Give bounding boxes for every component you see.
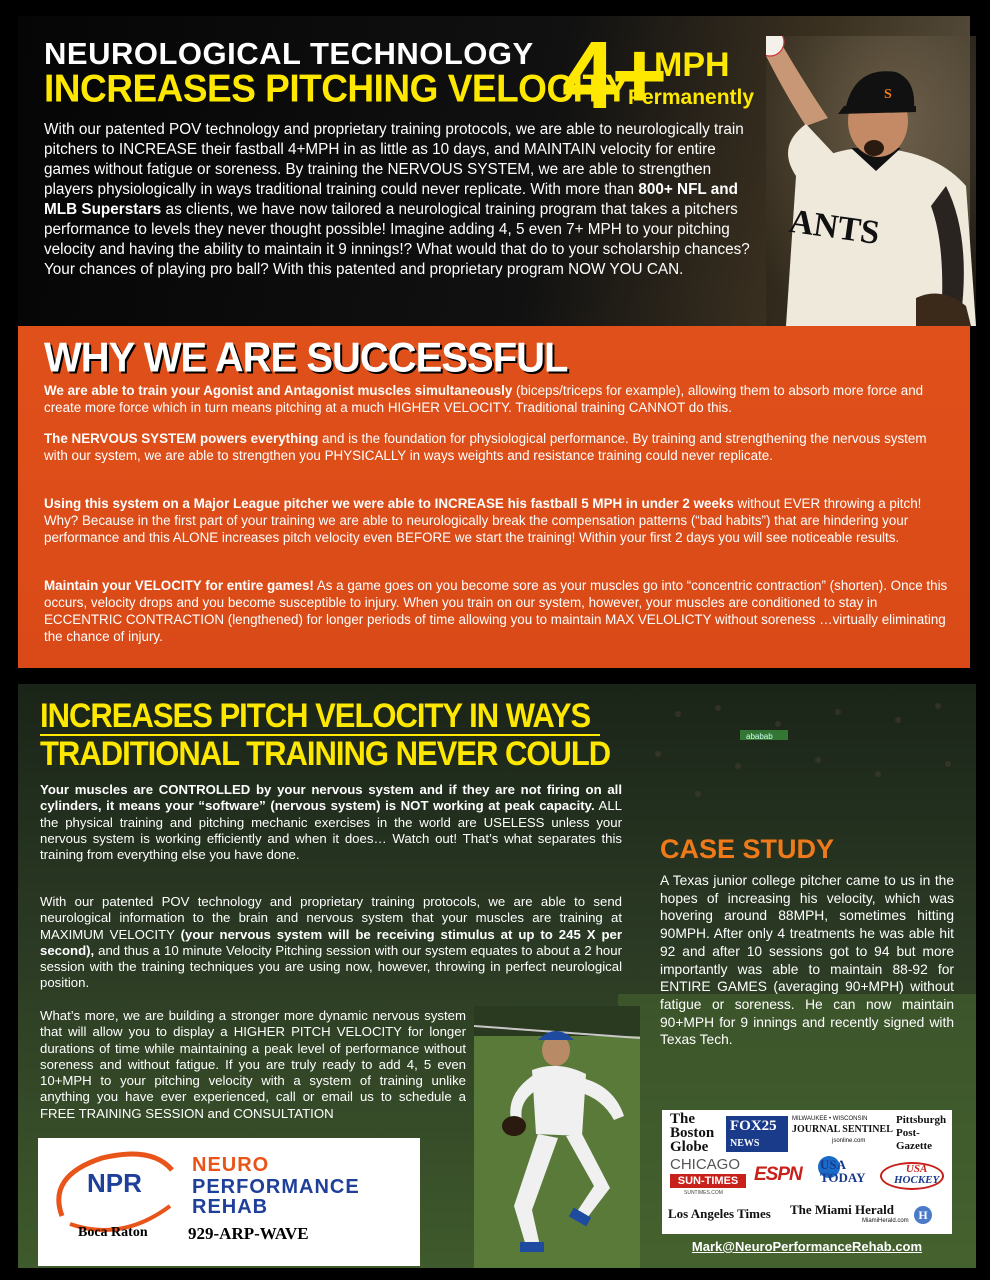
intro-section [18,16,970,326]
journal-sentinel-url: jsonline.com [832,1138,866,1144]
pittsburgh-post-gazette-logo [896,1114,952,1153]
mph-unit: MPH [654,46,730,84]
usa-hockey-line2: HOCKEY [894,1174,940,1186]
chicago-label: CHICAGO [670,1156,741,1173]
boston-globe-logo [670,1112,714,1154]
boston-globe-line3: Globe [670,1139,709,1155]
velocity-control-text: ALL the physical training and pitching mechanic exercises in the world are USELESS unless your nervous system is working efficiently and when it does… Watch out! That’s what separates this training from everything else you have done. [40,798,622,863]
intro-title-line2: INCREASES PITCHING VELOCITY [44,66,629,110]
velocity-paragraph-pov [40,894,622,992]
fox25-logo [726,1116,788,1152]
usa-hockey-logo [894,1164,939,1186]
velocity-paragraph-stronger: What’s more, we are building a stronger more dynamic nervous system that will allow you to display a HIGHER PITCH VELOCITY for longer durations of time while maintaining a peak level of performance without soreness and without fatigue. If you are truly ready to add 4, 5 even 10+MPH to your pitching velocity with a system of training unlike anything you have ever experienced, call or email us to schedule a FREE TRAINING SESSION and CONSULTATION [40,1008,466,1121]
usa-today-logo [820,1158,866,1184]
logo-line-rehab: REHAB [192,1196,269,1218]
reason-nervous-bold: The NERVOUS SYSTEM powers everything [44,431,319,446]
velocity-paragraph-control [40,782,622,863]
pittsburgh-line1: Pittsburgh [896,1114,947,1126]
intro-body-part2: as clients, we have now tailored a neurological training program that takes a pitchers performance to levels they never thought possible! Imagine adding 4, 5 even 7+ MPH to your pitching velocity and having the ability to maintain it 9 innings!? What would that do to your scholarship chances? Your chances of playing pro ball? With this patented and proprietary program NOW YOU CAN. [44,201,750,278]
usa-today-line1: USA [820,1157,847,1172]
velocity-control-bold: Your muscles are CONTROLLED by your nervous system and if they are not firing on all cylinders, it means your “software” (nervous system) is NOT working at peak capacity. [40,782,622,814]
intro-title-line1: NEUROLOGICAL TECHNOLOGY [44,36,534,71]
why-successful-section [18,326,970,668]
miami-herald-logo: The Miami Herald [790,1202,894,1217]
la-times-logo: Los Angeles Times [668,1206,771,1221]
sun-times-logo: SUN-TIMES [670,1174,746,1188]
sun-times-url: SUNTIMES.COM [684,1190,723,1196]
logo-city: Boca Raton [78,1225,148,1240]
reason-maintain-text: As a game goes on you become sore as your muscles go into “concentric contraction” (shorten). Once this occurs, velocity drops and you become susceptible to injury. When you train on our system, however, your muscles are conditioned to stay in ECCENTRIC CONTRACTION (lengthened) for longer periods of time allowing you to maintain MAX VELOLICTY without soreness …virtually eliminating the chance of injury. [44,578,948,644]
fox25-fox: FOX [730,1118,762,1134]
reason-mlb-bold: Using this system on a Major League pitcher we were able to INCREASE his fastball 5 MPH in under 2 weeks [44,496,734,511]
intro-body-bold: 800+ NFL and MLB Superstars [44,181,738,218]
reason-paragraph-agonist [44,382,948,416]
reason-agonist-text: (biceps/triceps for example), allowing them to absorb more force and create more force which in turn means pitching at a much HIGHER VELOCITY. Traditional training CANNOT do this. [44,383,924,415]
pitcher-photo-giants [766,36,976,326]
reason-mlb-text: without EVER throwing a pitch! Why? Because in the first part of your training we are able to neurologically break the compensation patterns (“bad habits”) that are hindering your performance and this ALONE increases pitch velocity even BEFORE we start the training! Within your first 2 days you will see noticeable results. [44,496,922,545]
intro-body-part1: With our patented POV technology and proprietary training protocols, we are able to neurologically train pitchers to INCREASE their fastball 4+MPH in as little as 10 days, and MAINTAIN velocity for entire games without fatigue or soreness. By training the NERVOUS SYSTEM, we are able to strengthen players physiologically in ways traditional training could never replicate. With more than [44,121,744,198]
boston-globe-line1: The [670,1111,696,1127]
velocity-pov-text-a: With our patented POV technology and proprietary training protocols, we are able to send neurological information to the brain and nervous system that your muscles are training at MAXIMUM VELOCITY [40,894,622,942]
boston-globe-line2: Boston [670,1125,715,1141]
velocity-title-line1: INCREASES PITCH VELOCITY IN WAYS [40,696,591,735]
why-successful-title: WHY WE ARE SUCCESSFUL [44,334,568,382]
espn-logo: ESPN [754,1164,802,1185]
media-logos-panel [662,1110,952,1234]
fox25-news: NEWS [730,1138,760,1149]
usa-today-line2: TODAY [820,1170,866,1185]
logo-line-performance: PERFORMANCE [192,1176,360,1198]
contact-email-link[interactable]: Mark@NeuroPerformanceRehab.com [691,1239,923,1254]
usa-hockey-line1: USA [905,1163,928,1175]
npr-mark: NPR [87,1168,142,1198]
mph-permanently: Permanently [628,86,755,109]
case-study-body: A Texas junior college pitcher came to us in the hopes of increasing his velocity, which was hovering around 88MPH, sometimes hitting 90MPH. After only 4 treatments he was able hit 92 and after 10 sessions got to 94 but more importantly was able to maintain 88-92 for ENTIRE GAMES (averaging 90+MPH) without fatigue or soreness. He can now maintain 90+MPH for 9 innings and recently signed with Texas Tech. [660,873,954,1048]
miami-herald-icon: H [914,1206,932,1224]
reason-paragraph-mlb [44,495,948,546]
reason-nervous-text: and is the foundation for physiological performance. By training and strengthening the nervous system with our system, we are able to strengthen you PHYSICALLY in ways weights and resistance training could never replicate. [44,431,927,463]
reason-agonist-bold: We are able to train your Agonist and Antagonist muscles simultaneously [44,383,513,398]
jersey-lettering: ANTS [786,202,882,253]
reason-maintain-bold: Maintain your VELOCITY for entire games! [44,578,314,593]
journal-sentinel-logo: JOURNAL SENTINEL [792,1124,893,1135]
velocity-pov-text-b: and thus a 10 minute Velocity Pitching session with our system equates to about a 2 hour session with the training techniques you are using now, however, throwing in perfect neurological position. [40,942,622,991]
logo-phone[interactable]: 929-ARP-WAVE [188,1224,309,1243]
velocity-title-line2: TRADITIONAL TRAINING NEVER COULD [40,734,611,773]
pittsburgh-line2: Post-Gazette [896,1127,933,1152]
pitcher-photo-windup [474,1006,640,1268]
reason-paragraph-nervous [44,430,948,464]
intro-body [44,120,756,280]
svg-text:S: S [884,87,892,102]
npr-logo-box [38,1138,420,1266]
miami-herald-url: MiamiHerald.com [862,1218,909,1224]
reason-paragraph-maintain [44,577,948,645]
velocity-pov-bold: (your nervous system will be receiving stimulus at up to 245 X per second), [40,926,622,958]
logo-line-neuro: NEURO [192,1154,270,1176]
case-study-title: CASE STUDY [660,834,835,864]
scoreboard-text: ababab [746,732,773,741]
journal-sentinel-tagline: MILWAUKEE • WISCONSIN [792,1116,868,1122]
mph-figure: 4+ [562,22,664,129]
fox25-number: 25 [761,1118,777,1134]
